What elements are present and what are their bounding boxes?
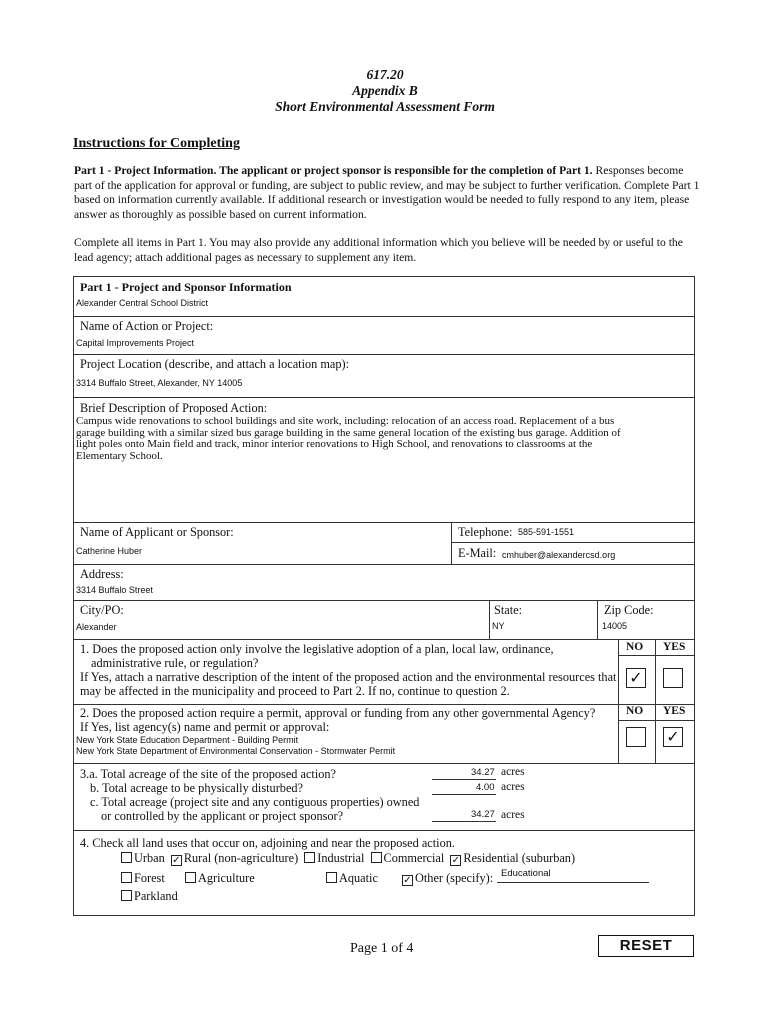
q2-yes-checkbox[interactable]: ✓ [663, 727, 683, 747]
commercial-checkbox[interactable] [371, 852, 382, 863]
instructions-heading: Instructions for Completing [73, 136, 240, 151]
land-use-forest [121, 871, 165, 886]
description-line: light poles onto Main field and track, minor interior renovations to High School, and renovations to classrooms at the [76, 438, 593, 450]
page-number: Page 1 of 4 [350, 941, 414, 956]
q1-instructions: If Yes, attach a narrative description of the intent of the proposed action and the environmental resources that [80, 670, 617, 684]
q3c-label-cont: or controlled by the applicant or project sponsor? [101, 809, 344, 823]
q3a-field[interactable]: 34.27 [471, 767, 495, 778]
q3a-unit: acres [501, 766, 525, 778]
q4-label: 4. Check all land uses that occur on, adjoining and near the proposed action. [80, 836, 455, 850]
q1-no-checkbox[interactable]: ✓ [626, 668, 646, 688]
other-checkbox[interactable]: ✓ [403, 875, 412, 886]
q2-no-checkbox[interactable] [626, 727, 646, 747]
part1-bold-text: Part 1 - Project Information. The applicant or project sponsor is responsible for the completion of Part 1. [74, 164, 593, 177]
q1-yes-checkbox[interactable] [663, 668, 683, 688]
address-field[interactable]: 3314 Buffalo Street [76, 585, 153, 595]
description-line: Campus wide renovations to school buildings and site work, including: relocation of an access road. Replacement of a bus [76, 415, 615, 427]
q2-text: 2. Does the proposed action require a permit, approval or funding from any other governmental Agency? [80, 706, 596, 720]
sponsor-field[interactable]: Alexander Central School District [76, 298, 209, 308]
q1-no-header: NO [626, 641, 644, 653]
parkland-label: Parkland [134, 889, 178, 903]
reset-button[interactable]: RESET [598, 935, 694, 957]
q1-yes-header: YES [663, 641, 686, 653]
parkland-checkbox[interactable] [121, 890, 132, 901]
q2-agency-line[interactable]: New York State Education Department - Building Permit [76, 735, 299, 745]
q1-instructions-cont: may be affected in the municipality and proceed to Part 2. If no, continue to question 2. [80, 684, 510, 698]
form-title: Short Environmental Assessment Form [275, 99, 495, 114]
email-field[interactable]: cmhuber@alexandercsd.org [502, 550, 616, 560]
residential-checkbox[interactable]: ✓ [451, 855, 461, 866]
description-label: Brief Description of Proposed Action: [80, 401, 268, 415]
land-use-parkland [121, 889, 178, 904]
location-field[interactable]: 3314 Buffalo Street, Alexander, NY 14005 [76, 378, 243, 388]
q3c-label: c. Total acreage (project site and any contiguous properties) owned [90, 795, 420, 809]
forest-label: Forest [134, 871, 165, 885]
state-field[interactable]: NY [492, 621, 505, 631]
instructions-para2: Complete all items in Part 1. You may also provide any additional information which you believe will be needed by or useful to the lead agency; attach additional pages as necessary to supplement any item. [74, 236, 683, 264]
state-label: State: [494, 603, 523, 617]
description-line: Elementary School. [76, 449, 163, 462]
urban-label: Urban [134, 851, 165, 865]
q1-text: 1. Does the proposed action only involve the legislative adoption of a plan, local law, ordinance, [80, 642, 554, 656]
q2-agency-line[interactable]: New York State Department of Environmental Conservation - Stormwater Permit [76, 746, 396, 756]
name-action-field[interactable]: Capital Improvements Project [76, 338, 195, 348]
q3a-label: 3.a. Total acreage of the site of the proposed action? [80, 767, 337, 781]
city-label: City/PO: [80, 603, 124, 617]
q3c-field[interactable]: 34.27 [471, 809, 495, 820]
description-field[interactable] [76, 416, 691, 462]
q2-no-header: NO [626, 705, 644, 717]
part1-rest-text: Responses become part of the application for approval or funding, are subject to public review, and may be subject to further verification. Complete Part 1 based on information currently available. If additional research or investigation would be needed to fully respond to any item, please answer as thoroughly as possible based on current information. [74, 164, 700, 221]
land-use-agriculture [185, 871, 255, 886]
telephone-label: Telephone: [458, 525, 513, 539]
q3c-unit: acres [501, 809, 525, 821]
q3b-label: b. Total acreage to be physically disturbed? [90, 781, 304, 795]
q2-instructions: If Yes, list agency(s) name and permit or approval: [80, 720, 330, 734]
applicant-label: Name of Applicant or Sponsor: [80, 525, 234, 539]
form-number: 617.20 [366, 67, 404, 82]
city-field[interactable]: Alexander [76, 622, 117, 632]
applicant-field[interactable]: Catherine Huber [76, 546, 143, 556]
rural-label: Rural (non-agriculture) [183, 851, 299, 865]
name-action-label: Name of Action or Project: [80, 319, 214, 333]
zip-label: Zip Code: [604, 603, 654, 617]
other-label: Other (specify): [415, 871, 494, 885]
agriculture-checkbox[interactable] [185, 872, 196, 883]
other-specify-field[interactable]: Educational [501, 868, 551, 879]
description-line: garage building with a similar sized bus garage building in the same general location of the existing bus garage. Addition of [76, 426, 621, 439]
appendix-label: Appendix B [352, 83, 418, 98]
industrial-label: Industrial [317, 851, 365, 865]
residential-label: Residential (suburban) [463, 851, 576, 865]
urban-checkbox[interactable] [121, 852, 132, 863]
location-label: Project Location (describe, and attach a location map): [80, 357, 350, 371]
q2-yes-header: YES [663, 705, 686, 717]
telephone-field[interactable]: 585-591-1551 [518, 527, 575, 537]
aquatic-label: Aquatic [339, 871, 378, 885]
address-label: Address: [80, 567, 124, 581]
part1-title: Part 1 - Project and Sponsor Information [80, 280, 292, 294]
agriculture-label: Agriculture [198, 871, 255, 885]
land-use-aquatic [326, 871, 378, 886]
forest-checkbox[interactable] [121, 872, 132, 883]
rural-checkbox[interactable]: ✓ [172, 855, 181, 866]
land-use-other [402, 871, 493, 886]
q3b-unit: acres [501, 781, 525, 793]
zip-field[interactable]: 14005 [602, 621, 628, 631]
industrial-checkbox[interactable] [304, 852, 315, 863]
q1-text-cont: administrative rule, or regulation? [91, 656, 259, 670]
q3b-field[interactable]: 4.00 [476, 782, 495, 793]
commercial-label: Commercial [383, 851, 445, 865]
email-label: E-Mail: [458, 546, 497, 560]
aquatic-checkbox[interactable] [326, 872, 337, 883]
instructions-part1 [74, 164, 704, 222]
land-use-row-1 [121, 851, 575, 866]
